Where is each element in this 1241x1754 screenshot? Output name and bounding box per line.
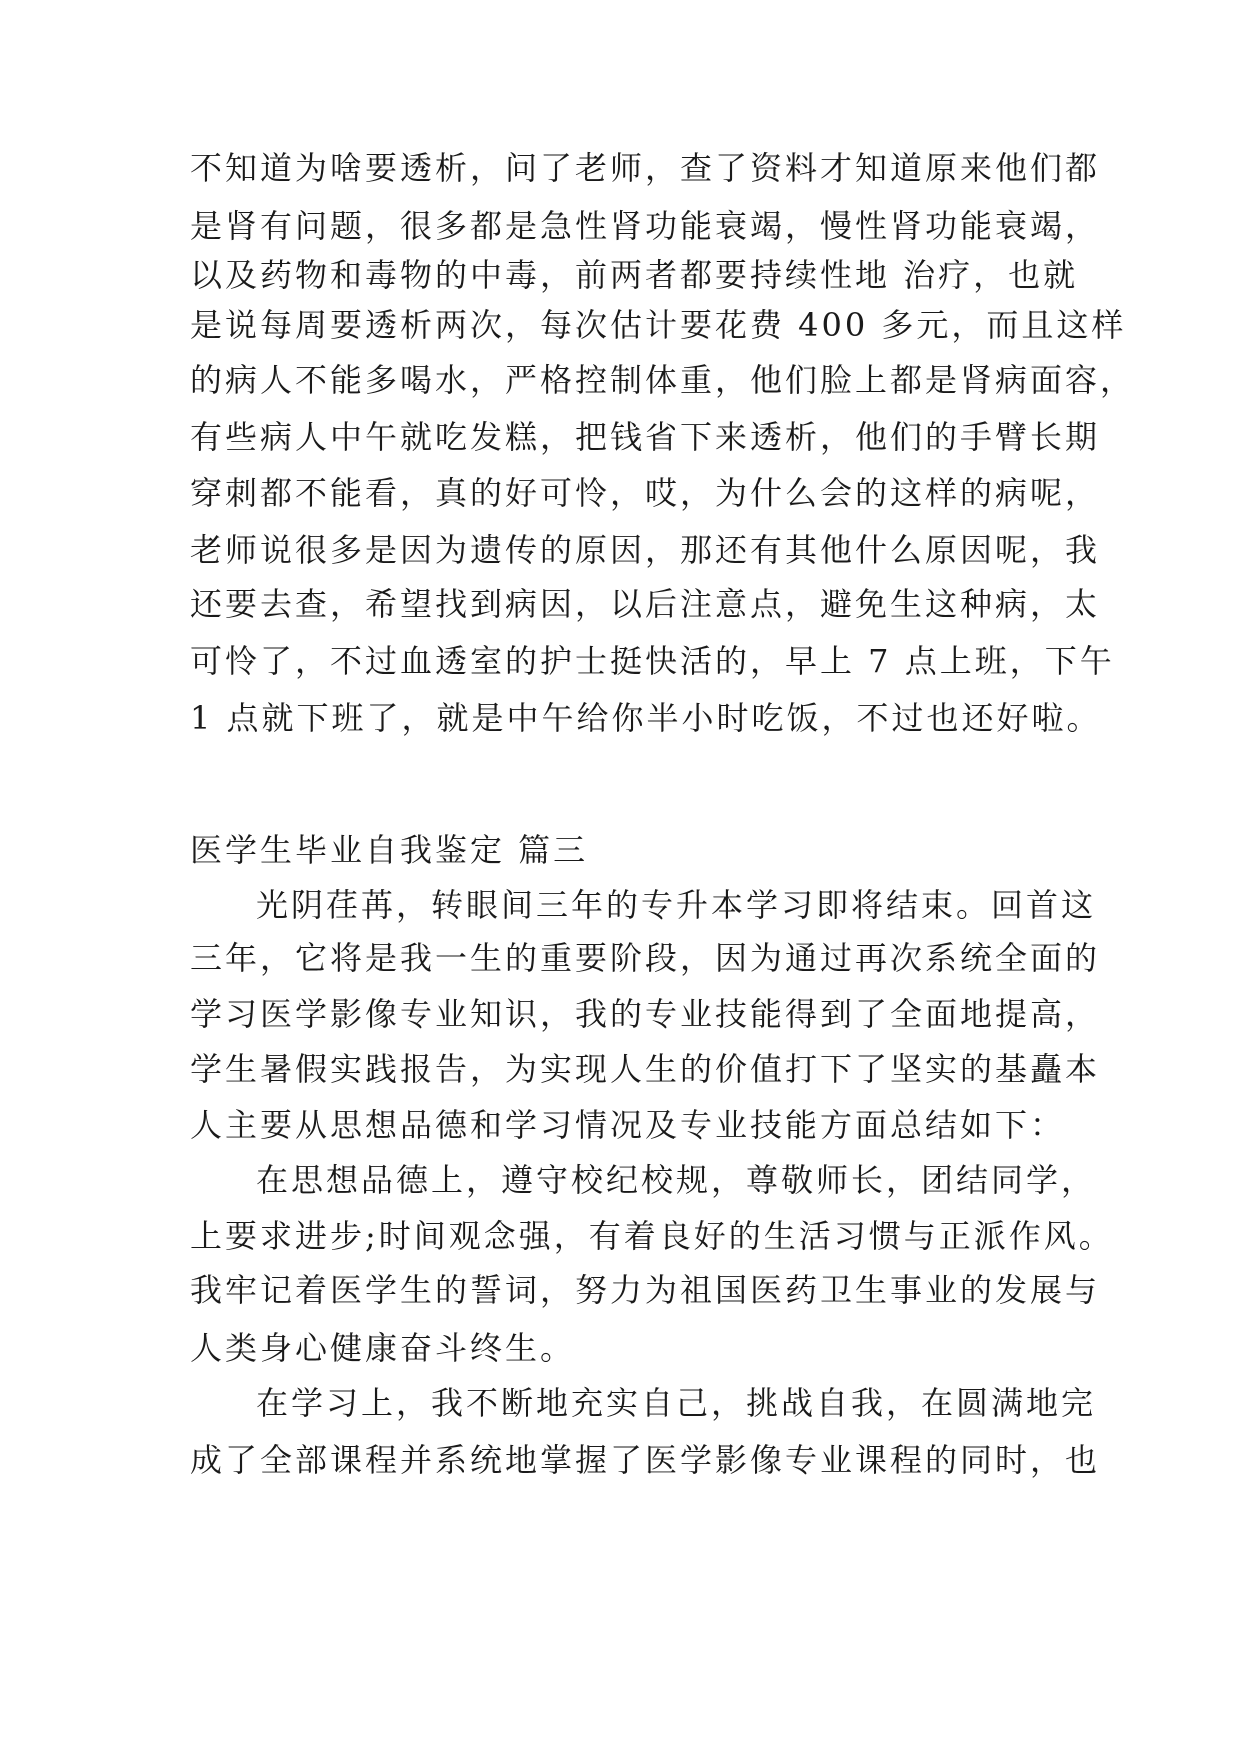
paragraph-line: 还要去查，希望找到病因，以后注意点，避免生这种病，太	[190, 585, 1101, 623]
section-title: 医学生毕业自我鉴定 篇三	[190, 831, 589, 869]
paragraph-line: 是肾有问题，很多都是急性肾功能衰竭，慢性肾功能衰竭，	[190, 207, 1101, 245]
paragraph-line: 人类身心健康奋斗终生。	[190, 1329, 576, 1367]
paragraph-line: 以及药物和毒物的中毒，前两者都要持续性地 治疗，也就	[190, 256, 1079, 294]
paragraph-line: 的病人不能多喝水，严格控制体重，他们脸上都是肾病面容，	[190, 361, 1136, 399]
paragraph-line: 在思想品德上，遵守校纪校规，尊敬师长，团结同学，	[256, 1161, 1097, 1199]
paragraph-line: 穿刺都不能看，真的好可怜，哎，为什么会的这样的病呢，	[190, 474, 1101, 512]
paragraph-line: 不知道为啥要透析，问了老师，查了资料才知道原来他们都	[190, 149, 1101, 187]
paragraph-line: 学生暑假实践报告，为实现人生的价值打下了坚实的基矗本	[190, 1050, 1101, 1088]
paragraph-line: 我牢记着医学生的誓词，努力为祖国医药卫生事业的发展与	[190, 1271, 1101, 1309]
paragraph-line: 1 点就下班了，就是中午给你半小时吃饭，不过也还好啦。	[190, 699, 1102, 737]
paragraph-line: 有些病人中午就吃发糕，把钱省下来透析，他们的手臂长期	[190, 418, 1101, 456]
paragraph-line: 成了全部课程并系统地掌握了医学影像专业课程的同时，也	[190, 1441, 1101, 1479]
paragraph-line: 是说每周要透析两次，每次估计要花费 400 多元，而且这样	[190, 306, 1127, 344]
paragraph-line: 上要求进步;时间观念强，有着良好的生活习惯与正派作风。	[190, 1217, 1114, 1255]
paragraph-line: 学习医学影像专业知识，我的专业技能得到了全面地提高，	[190, 995, 1101, 1033]
paragraph-line: 可怜了，不过血透室的护士挺快活的，早上 7 点上班，下午	[190, 642, 1115, 680]
paragraph-line: 在学习上，我不断地充实自己，挑战自我，在圆满地完	[256, 1384, 1097, 1422]
paragraph-line: 三年，它将是我一生的重要阶段，因为通过再次系统全面的	[190, 939, 1101, 977]
paragraph-line: 光阴荏苒，转眼间三年的专升本学习即将结束。回首这	[256, 886, 1097, 924]
paragraph-line: 老师说很多是因为遗传的原因，那还有其他什么原因呢，我	[190, 531, 1101, 569]
paragraph-line: 人主要从思想品德和学习情况及专业技能方面总结如下：	[190, 1106, 1066, 1144]
